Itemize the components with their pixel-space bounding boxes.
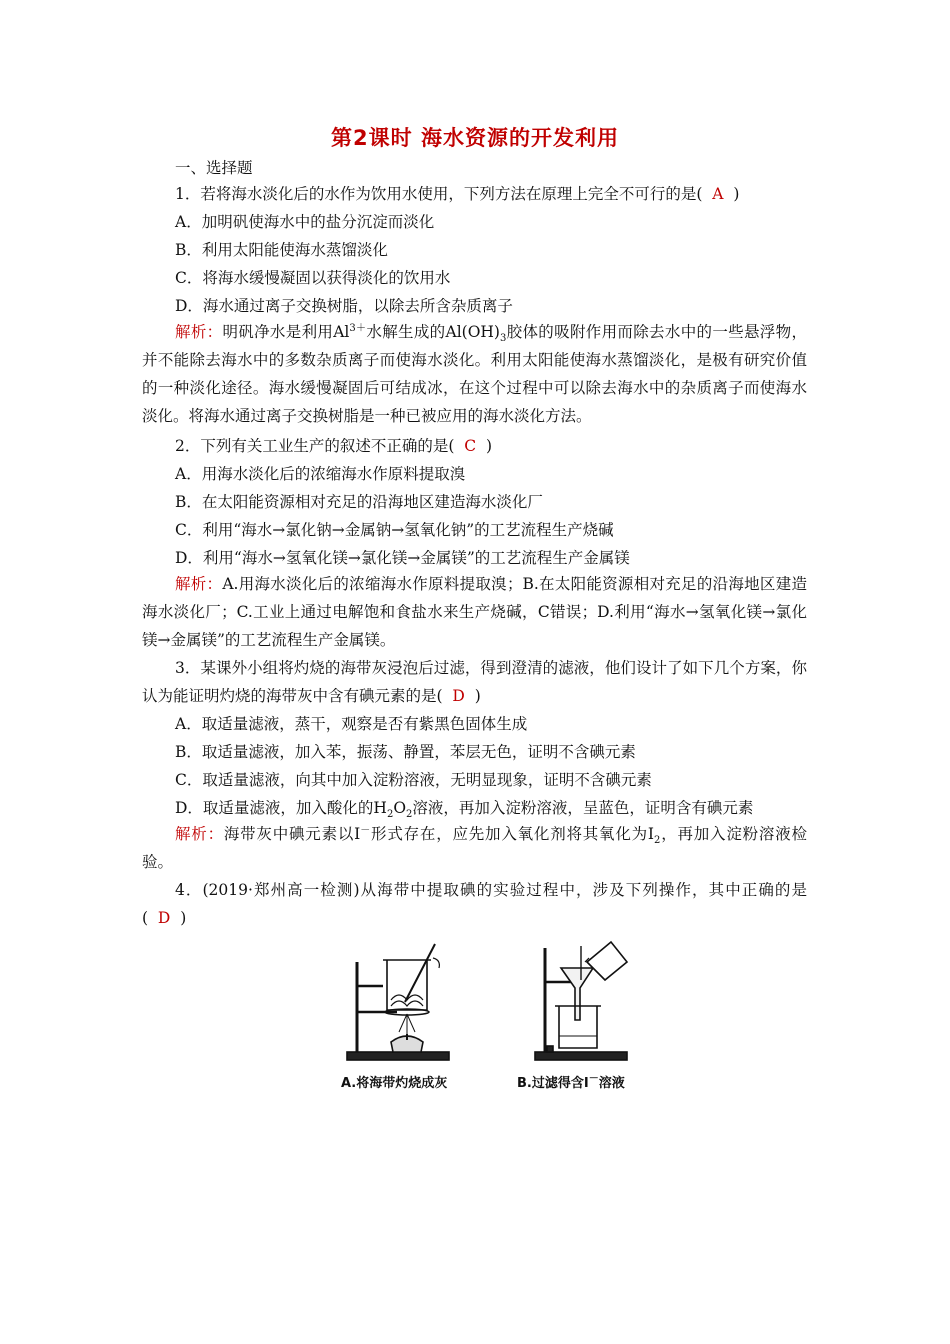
q3-option-b: B．取适量滤液，加入苯，振荡、静置，苯层无色，证明不含碘元素 [175, 743, 636, 761]
q2-option-a: A．用海水淡化后的浓缩海水作原料提取溴 [175, 465, 466, 483]
q1-option-c: C．将海水缓慢凝固以获得淡化的饮用水 [175, 269, 451, 287]
question-1-stem: 1．若将海水淡化后的水作为饮用水使用，下列方法在原理上完全不可行的是( A ) [175, 185, 740, 203]
explanation-label: 解析： [175, 575, 223, 593]
answer-2: C [464, 437, 477, 455]
q3-option-d: D．取适量滤液，加入酸化的$H_2O_2$溶液，再加入淀粉溶液，呈蓝色，证明含有碘元素 [175, 799, 754, 821]
figure-b-caption: B.过滤得含I－溶液 [517, 1073, 625, 1091]
q2-explanation: 解析：A.用海水淡化后的浓缩海水作原料提取溴；B.在太阳能资源相对充足的沿海地区建造海水淡化厂；C.工业上通过电解饱和食盐水来生产烧碱，C错误；D.利用“海水→氢氧化镁→氯化镁→金属镁”的工艺流程生产金属镁。 [142, 575, 807, 649]
q3-option-c: C．取适量滤液，向其中加入淀粉溶液，无明显现象，证明不含碘元素 [175, 771, 652, 789]
q3-explanation: 解析：海带灰中碘元素以I－形式存在，应先加入氧化剂将其氧化为$I_2$，再加入淀粉溶液检验。 [142, 824, 807, 871]
section-heading: 一、选择题 [175, 159, 253, 177]
q1-option-a: A．加明矾使海水中的盐分沉淀而淡化 [175, 213, 435, 231]
page-title: 第2课时 海水资源的开发利用 [331, 126, 619, 150]
question-2-stem: 2．下列有关工业生产的叙述不正确的是( C ) [175, 437, 493, 455]
q3-option-a: A．取适量滤液，蒸干，观察是否有紫黑色固体生成 [175, 715, 528, 733]
answer-4: D [157, 909, 171, 927]
figure-b-filtration-apparatus [525, 940, 635, 1070]
answer-3: D [452, 687, 465, 705]
answer-1: A [712, 185, 724, 203]
explanation-label: 解析： [175, 323, 223, 341]
figure-a-caption: A.将海带灼烧成灰 [341, 1076, 448, 1091]
explanation-label: 解析： [175, 825, 224, 843]
q2-option-b: B．在太阳能资源相对充足的沿海地区建造海水淡化厂 [175, 493, 543, 511]
question-3-stem: 3．某课外小组将灼烧的海带灰浸泡后过滤，得到澄清的滤液，他们设计了如下几个方案，你认为能证明灼烧的海带灰中含有碘元素的是( D ) [142, 659, 807, 705]
q1-explanation: 解析：明矾净水是利用$Al^{3+}$水解生成的$Al(OH)_3$胶体的吸附作用而除去水中的一些悬浮物，并不能除去海水中的多数杂质离子而使海水淡化。利用太阳能使海水蒸馏淡化，是极有研究价值的一种淡化途径。海水缓慢凝固后可结成冰，在这个过程中可以除去海水中的杂质离子而使海水淡化。将海水通过离子交换树脂是一种已被应用的海水淡化方法。 [142, 322, 807, 425]
question-4-stem: 4．(2019·郑州高一检测)从海带中提取碘的实验过程中，涉及下列操作，其中正确的是( D ) [142, 881, 807, 927]
q1-option-b: B．利用太阳能使海水蒸馏淡化 [175, 241, 388, 259]
q1-option-d: D．海水通过离子交换树脂，以除去所含杂质离子 [175, 297, 513, 315]
q2-option-c: C．利用“海水→氯化钠→金属钠→氢氧化钠”的工艺流程生产烧碱 [175, 521, 614, 539]
q2-option-d: D．利用“海水→氢氧化镁→氯化镁→金属镁”的工艺流程生产金属镁 [175, 549, 630, 567]
figure-a-burning-apparatus [335, 940, 460, 1070]
